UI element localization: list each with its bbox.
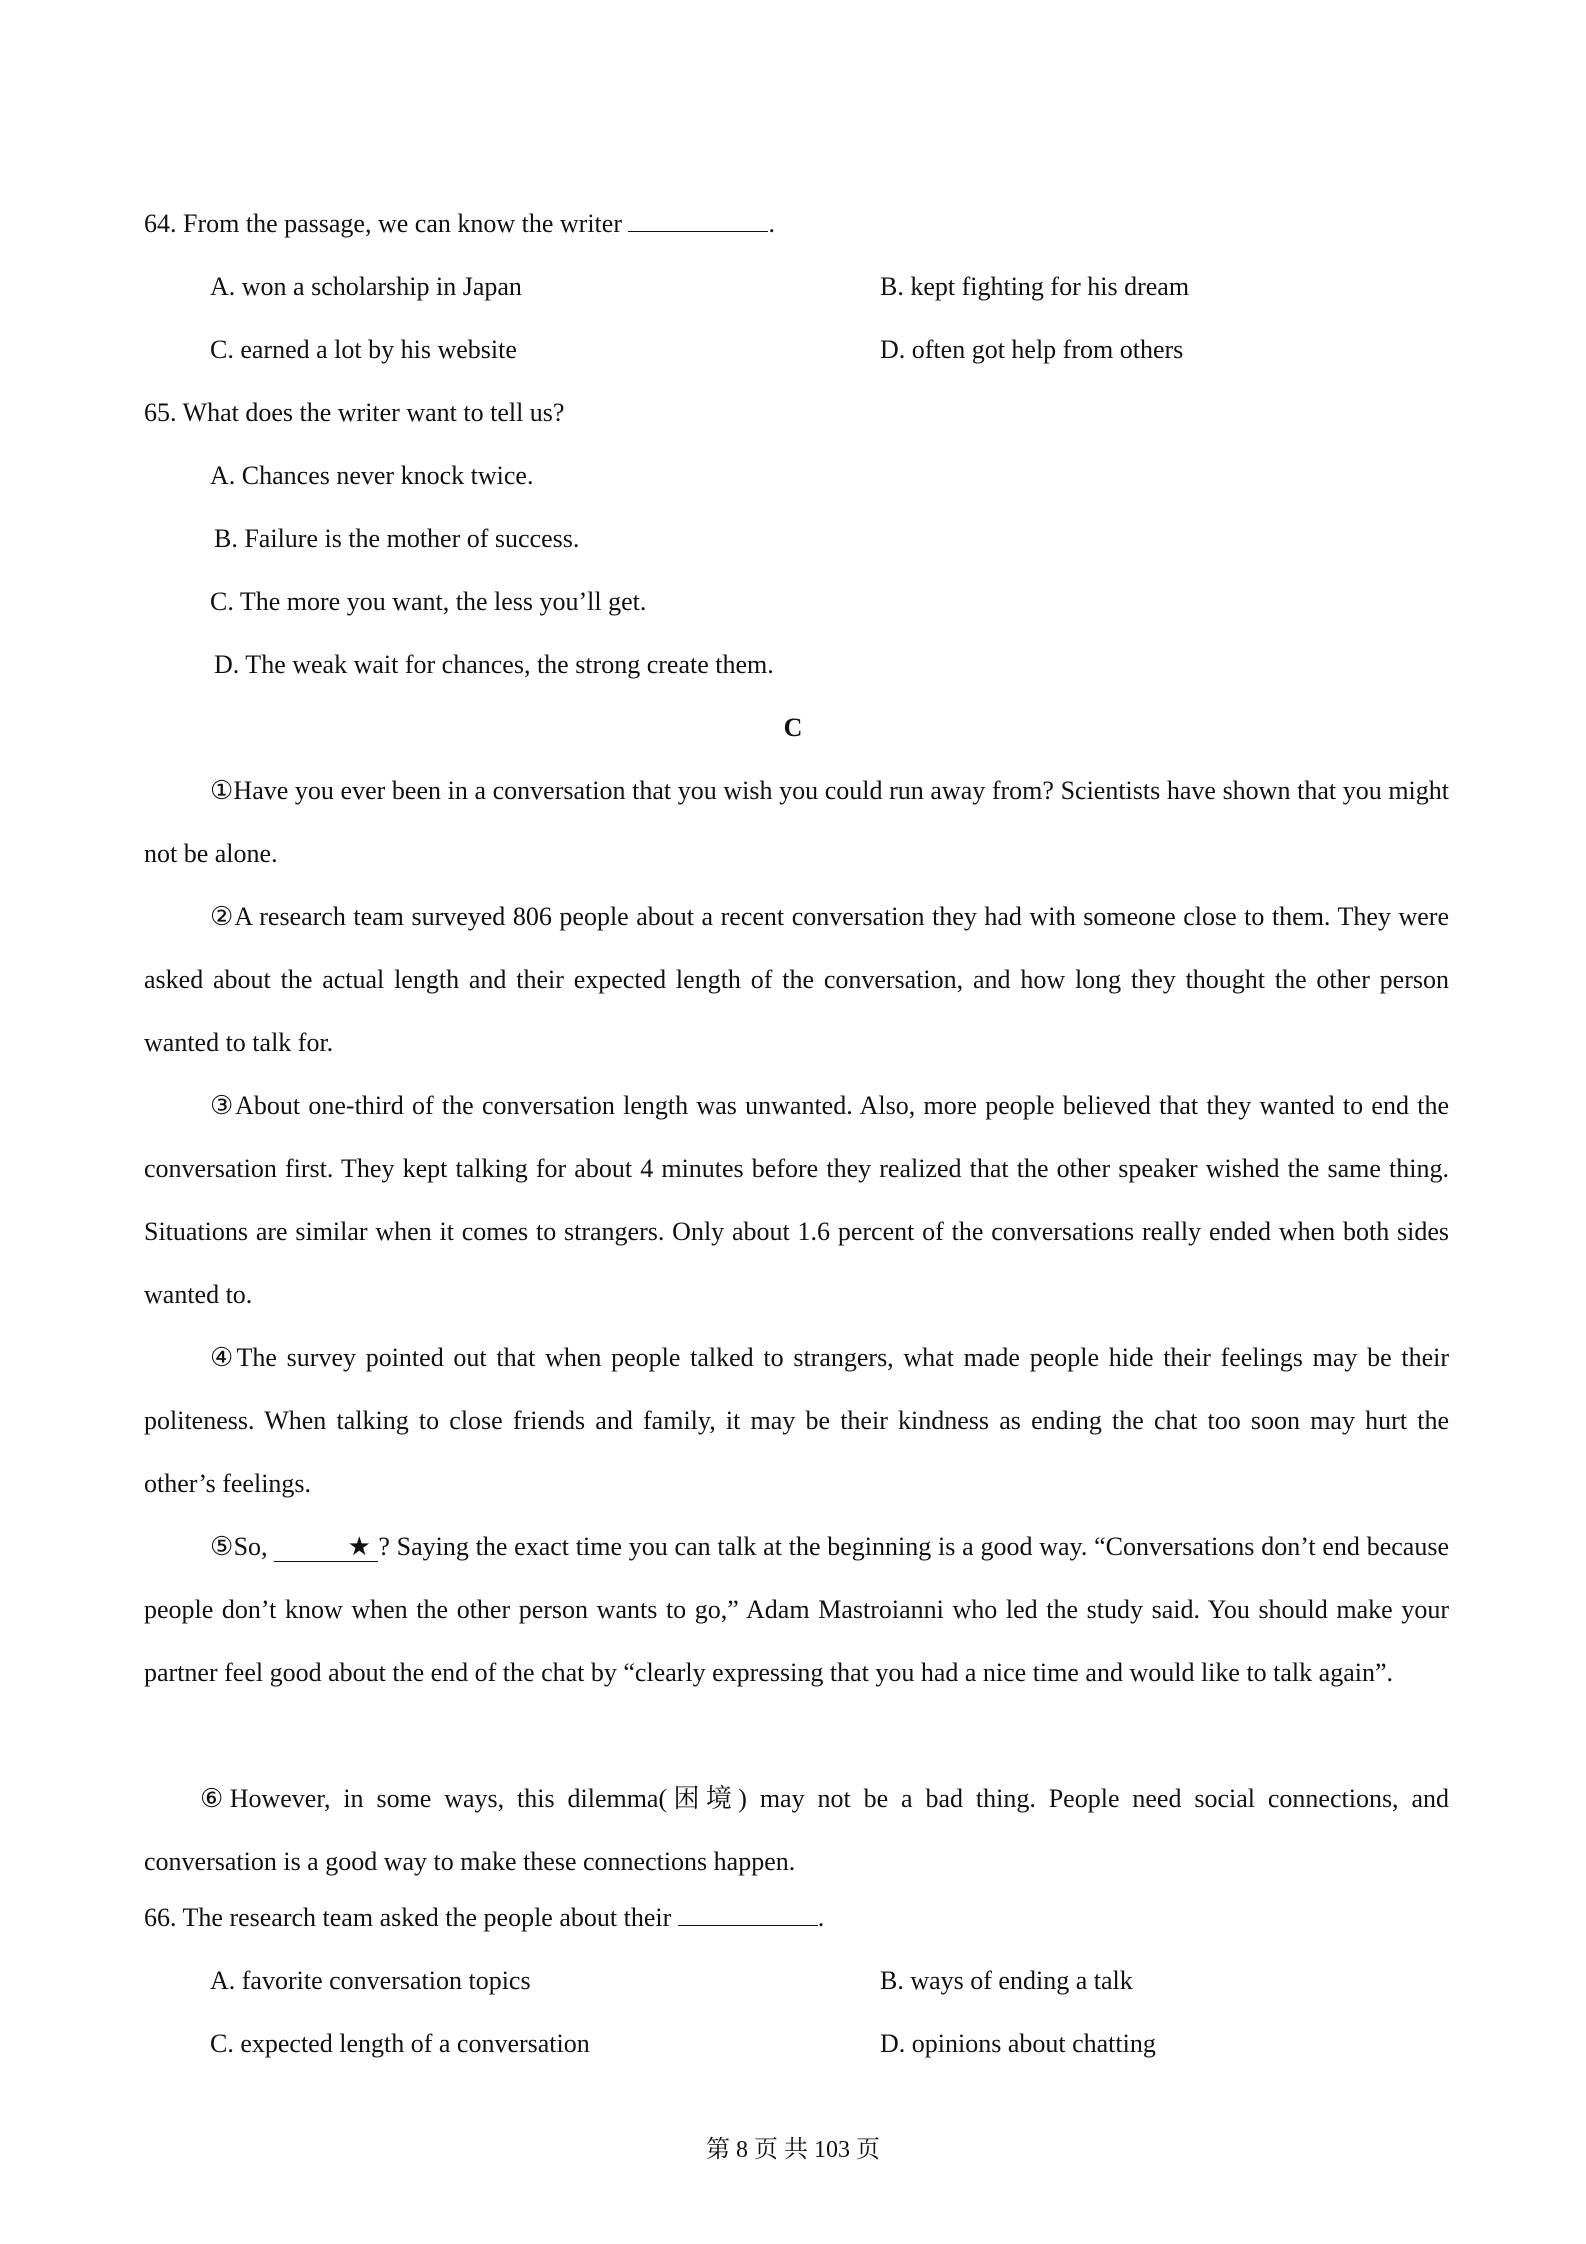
paragraph-5-start: ⑤So, [210, 1532, 268, 1561]
option-64-d: D. often got help from others [880, 335, 1184, 364]
star-blank [274, 1533, 378, 1562]
option-66-c: C. expected length of a conversation [210, 2029, 590, 2058]
question-64 [144, 208, 775, 240]
answer-blank [628, 209, 768, 232]
option-65-b: B. Failure is the mother of success. [214, 524, 580, 553]
option-65-c: C. The more you want, the less you’ll get. [210, 587, 647, 616]
question-65-stem: 65. What does the writer want to tell us? [144, 398, 565, 427]
passage-paragraph-2: ②A research team surveyed 806 people about a recent conversation they had with someone close to them. They were asked about the actual length and their expected length of the conversation, and how long they thought the other person wanted to talk for. [144, 902, 1449, 1057]
question-64-stem: 64. From the passage, we can know the writer [144, 209, 622, 238]
passage-paragraph-1: ①Have you ever been in a conversation that you wish you could run away from? Scientists have shown that you might not be alone. [144, 776, 1449, 868]
option-64-a: A. won a scholarship in Japan [210, 272, 522, 301]
passage-paragraph-3: ③About one-third of the conversation length was unwanted. Also, more people believed that they wanted to end the conversation first. They kept talking for about 4 minutes before they realized that the other speaker wished the same thing. Situations are similar when it comes to strangers. Only about 1.6 percent of the conversations really ended when both sides wanted to. [144, 1091, 1449, 1309]
question-66-end: . [817, 1903, 825, 1932]
passage-paragraph-6: ⑥However, in some ways, this dilemma(困境) may not be a bad thing. People need social connections, and conversation is a good way to make these connections happen. [144, 1784, 1449, 1876]
question-66 [144, 1902, 824, 1934]
question-64-end: . [768, 209, 775, 238]
page-number: 第 8 页 共 103 页 [706, 2137, 880, 2163]
option-66-b: B. ways of ending a talk [880, 1966, 1133, 1995]
option-64-b: B. kept fighting for his dream [880, 272, 1190, 301]
option-66-d: D. opinions about chatting [880, 2029, 1156, 2058]
option-64-c: C. earned a lot by his website [210, 335, 517, 364]
option-65-a: A. Chances never knock twice. [210, 461, 534, 490]
passage-paragraph-5 [144, 1515, 1449, 1704]
option-65-d: D. The weak wait for chances, the strong create them. [214, 650, 774, 679]
section-heading: C [783, 713, 803, 742]
answer-blank [678, 1903, 818, 1926]
passage-paragraph-4: ④The survey pointed out that when people talked to strangers, what made people hide their feelings may be their politeness. When talking to close friends and family, it may be their kindness as ending the chat too soon may hurt the other’s feelings. [144, 1343, 1449, 1498]
question-66-stem: 66. The research team asked the people about their [144, 1903, 672, 1932]
option-66-a: A. favorite conversation topics [210, 1966, 531, 1995]
paragraph-5-rest: ? Saying the exact time you can talk at the beginning is a good way. “Conversations don’t end because people don’t know when the other person wants to go,” Adam Mastroianni who led the study said. You should make your partner feel good about the end of the chat by “clearly expressing that you had a nice time and would like to talk again”. [144, 1532, 1449, 1687]
star-icon: ★ [347, 1532, 371, 1561]
